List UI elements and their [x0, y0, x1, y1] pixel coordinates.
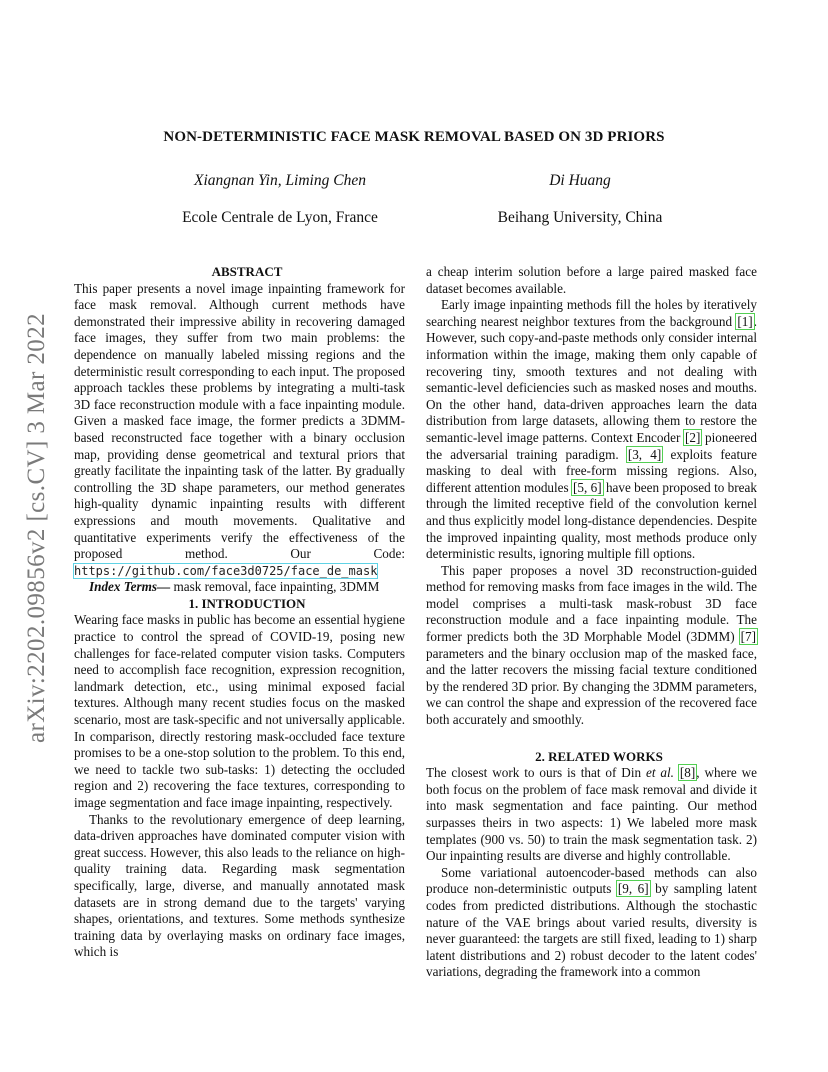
arxiv-sidebar [19, 288, 55, 768]
paper-title: NON-DETERMINISTIC FACE MASK REMOVAL BASED ON 3D PRIORS [163, 129, 665, 145]
arxiv-identifier: arXiv:2202.09856v2 [cs.CV] 3 Mar 2022 [23, 312, 50, 744]
citation-link[interactable]: [3, 4] [627, 446, 662, 462]
abstract-heading: ABSTRACT [211, 264, 283, 279]
author-affiliation-left: Ecole Centrale de Lyon, France [182, 209, 378, 226]
intro-paragraph-2: Thanks to the revolutionary emergence of deep learning, data-driven approaches have dominated computer vision with great success. However, this also leads to the reliance on high-quality training data. Regarding mask segmentation specifically, large, diverse, and manually annotated mask datasets are in strong demand due to the targets' varying shapes, orientations, and textures. Some methods synthesize training data by overlaying masks on ordinary face images, which is [74, 811, 405, 960]
related-paragraph-1: The closest work to ours is that of Din et al. [8], where we both focus on the problem of face mask removal and divide it into mask segmentation and face painting. Our method surpasses theirs in two aspects: 1) We labeled more mask templates (900 vs. 50) to train the mask segmentation task. 2) Our inpainting results are diverse and highly controllable. [426, 765, 758, 864]
index-terms-label: Index Terms— [89, 579, 171, 595]
introduction-heading: 1. INTRODUCTION [188, 595, 306, 611]
citation-link[interactable]: [9, 6] [617, 881, 649, 897]
author-names-right: Di Huang [549, 172, 611, 189]
intro-paragraph-4: This paper proposes a novel 3D reconstruction-guided method for removing masks from face images in the wild. The model comprises a multi-task mask-robust 3D face reconstruction module and a face inpainting module. The former predicts both the 3D Morphable Model (3DMM) [7] parameters and the binary occlusion map of the masked face, and the latter recovers the missing facial texture conditioned by the rendered 3D prior. By changing the 3DMM parameters, we can control the shape and expression of the recovered face both accurately and smoothly. [426, 562, 757, 728]
index-terms: Index Terms— mask removal, face inpainting, 3DMM [89, 579, 380, 595]
citation-link[interactable]: [2] [684, 429, 701, 445]
intro-paragraph-3: Early image inpainting methods fill the holes by iteratively searching nearest neighbor textures from the background [1]. However, such copy-and-paste methods only consider internal information within the image, making them only capable of recovering tiny, smooth textures and not dealing with semantic-level deficiencies such as masked noses and mouths. On the other hand, data-driven approaches learn the data distribution from large datasets, allowing them to restore the semantic-level image patterns. Context Encoder [2] pioneered the adversarial training paradigm. [3, 4] exploits feature masking to deal with free-form missing regions. Also, different attention modules [5, 6] have been proposed to break through the limited receptive field of the convolution kernel and thus explicitly model long-distance dependencies. Despite the improved inpainting quality, most methods produce only deterministic results, ignoring multiple fill options. [426, 297, 757, 562]
related-works-heading: 2. RELATED WORKS [535, 748, 663, 764]
abstract-text: This paper presents a novel image inpainting framework for face mask removal. Although current methods have demonstrated their impressive ability in recovering damaged face images, they suffer from two main problems: the dependence on manually labeled missing regions and the deterministic result corresponding to each input. The proposed approach tackles these problems by integrating a multi-task 3D face reconstruction module with a face inpainting module. Given a masked face image, the former predicts a 3DMM-based reconstructed face together with a binary occlusion map, providing dense geometrical and textural priors that greatly facilitate the inpainting task of the latter. By gradually controlling the 3D shape parameters, our method generates high-quality dynamic inpainting results with different expressions and mouth movements. Qualitative and quantitative experiments verify the effectiveness of the proposed method. Our Code: https://github.com/face3d0725/face_de_mask [74, 280, 405, 578]
left-column [74, 264, 405, 961]
author-affiliation-right: Beihang University, China [497, 209, 663, 226]
right-column [426, 264, 757, 981]
citation-link[interactable]: [7] [740, 629, 756, 645]
intro-paragraph-2-continued: a cheap interim solution before a large paired masked face dataset becomes available. [426, 264, 757, 296]
citation-link[interactable]: [5, 6] [573, 479, 602, 495]
citation-link[interactable]: [8] [679, 765, 696, 781]
code-link[interactable]: https://github.com/face3d0725/face_de_mask [74, 563, 378, 578]
author-names-left: Xiangnan Yin, Liming Chen [194, 172, 366, 189]
intro-paragraph-1: Wearing face masks in public has become an essential hygiene practice to control the spread of COVID-19, posing new challenges for face-related computer vision tasks. Computers need to accomplish face recognition, expression recognition, landmark detection, etc., using minimal exposed facial textures. Although many recent studies focus on the masked scenario, most are task-specific and not universally applicable. In comparison, directly restoring mask-occluded face texture promises to be a one-stop solution to the problem. To this end, we need to tackle two sub-tasks: 1) detecting the occluded region and 2) recovering the face textures, corresponding to image segmentation and face image inpainting, respectively. [74, 612, 405, 810]
related-paragraph-2: Some variational autoencoder-based methods can also produce non-deterministic outputs [9, 6] by sampling latent codes from predicted distributions. Although the stochastic nature of the VAE brings about varied results, diversity is never guaranteed: the targets are still fixed, leading to 1) sharp latent distributions and 2) robust decoder to the latent codes' variations, degrading the framework into a common [426, 864, 757, 980]
citation-link[interactable]: [1] [737, 313, 753, 329]
